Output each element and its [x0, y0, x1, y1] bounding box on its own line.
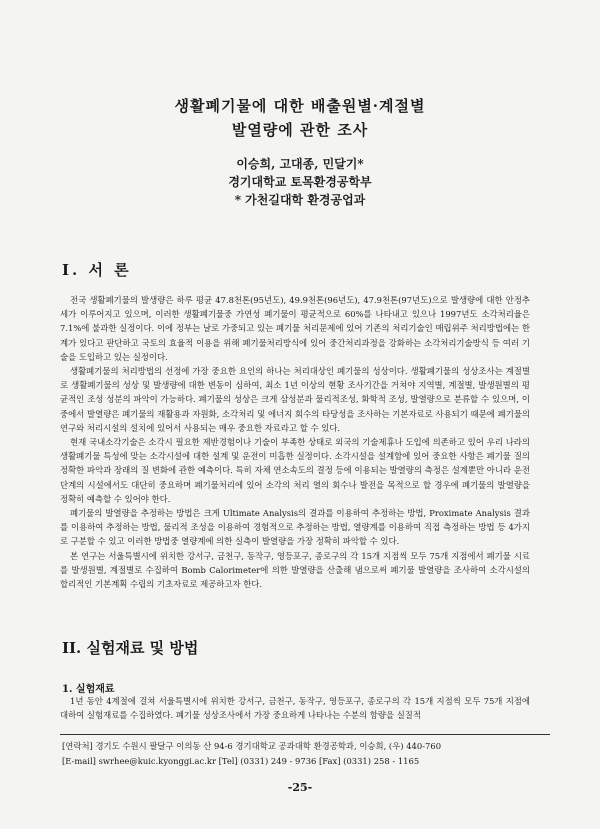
- introduction-body: [60, 293, 530, 591]
- page-number: -25-: [287, 781, 313, 794]
- footnote-contact-details: [E-mail] swrhee@kuic.kyonggi.ac.kr [Tel] (0331) 249 - 9736 [Fax] (0331) 258 - 1165: [62, 756, 420, 766]
- intro-paragraph-1: 전국 생활폐기물의 발생량은 하루 평균 47.8천톤(95년도), 49.9천톤(96년도), 47.9천톤(97년도)으로 발생량에 대한 안정추세가 이루어지고 있으며, 이러한 생활폐기물중 가연성 폐기물이 평균적으로 60%를 나타내고 있으나 1997년도 소각처리율은 7.1%에 불과한 실정이다. 이에 정부는 날로 가중되고 있는 폐기물 처리문제에 있어 기존의 처리기술인 매립위주 처리방법에는 한계가 있다고 판단하고 국토의 효율적 이용을 위해 폐기물처리방식에 있어 중간처리과정을 강화하는 소각처리기술방식 등 여러 기술을 도입하고 있는 실정이다.: [60, 295, 530, 362]
- paper-title-line2: 발열량에 관한 조사: [231, 121, 369, 139]
- affiliation-primary: 경기대학교 토목환경공학부: [228, 175, 372, 189]
- paper-title-line1: 생활폐기물에 대한 배출원별·계절별: [174, 97, 426, 115]
- affiliation-secondary: * 가천길대학 환경공업과: [234, 193, 366, 207]
- footnote-contact-address: [연락처] 경기도 수원시 팔달구 이의동 산 94-6 경기대학교 공과대학 환경공학과, 이승희, (우) 440-760: [62, 741, 442, 751]
- materials-paragraph: 1년 동안 4계절에 걸쳐 서울특별시에 위치한 강서구, 금천구, 동작구, 영등포구, 종로구의 각 15개 지점씩 모두 75개 지점에 대하여 실험재료를 수집하였다. 폐기물 성상조사에서 가장 중요하게 나타나는 수분의 함량을 실질적: [60, 696, 530, 721]
- subsection-heading-materials: 1. 실험재료: [62, 684, 115, 695]
- footnote-divider: [60, 734, 550, 735]
- section-heading-introduction: I. 서 론: [62, 261, 132, 279]
- materials-body: [60, 694, 530, 722]
- author-list: 이승희, 고대종, 민달기*: [236, 157, 364, 171]
- intro-paragraph-2: 생활폐기물의 처리방법의 선정에 가장 중요한 요인의 하나는 처리대상인 폐기물의 성상이다. 생활폐기물의 성상조사는 계절별로 생활폐기물의 성상 및 발생량에 대한 변동이 심하여, 최소 1년 이상의 현황 조사기간을 거쳐야 지역별, 계절별, 발생원별의 평균적인 조성 성분의 파악이 가능하다. 폐기물의 성상은 크게 삼성분과 물리적조성, 화학적 조성, 발열량으로 분류할 수 있으며, 이 중에서 발열량은 폐기물의 재활용과 자원화, 소각처리 및 에너지 회수의 타당성을 조사하는 기본자료로 사용되기 때문에 폐기물의 연구와 처리시설의 설치에 있어서 사용되는 매우 중요한 자료라고 할 수 있다.: [60, 366, 530, 433]
- section-heading-methods: II. 실험재료 및 방법: [62, 639, 199, 657]
- intro-paragraph-4: 폐기물의 발열량을 추정하는 방법은 크게 Ultimate Analysis의 결과를 이용하여 추정하는 방법, Proximate Analysis 결과를 이용하여 추정하는 방법, 물리적 조성을 이용하여 경험적으로 추정하는 방법, 열량계를 이용하여 직접 측정하는 방법 등 4가지로 구분할 수 있고 이러한 방법중 열량계에 의한 실측이 발열량을 가장 정확히 파악할 수 있다.: [60, 508, 530, 547]
- intro-paragraph-3: 현재 국내소각기술은 소각시 필요한 제반경험이나 기술이 부족한 상태로 외국의 기술제휴나 도입에 의존하고 있어 우리 나라의 생활폐기물 특성에 맞는 소각시설에 대한 설계 및 운전이 미흡한 실정이다. 소각시설을 설계함에 있어 중요한 사항은 폐기물 질의 정확한 파악과 장래의 질 변화에 관한 예측이다. 특히 자체 연소속도의 결정 등에 이용되는 발열량의 측정은 설계뿐만 아니라 운전단계의 시설에서도 대단히 중요하며 폐기물처리에 있어 소각의 처리 열의 회수나 발전을 목적으로 할 경우에 폐기물의 발열량을 정확히 예측할 수 있어야 한다.: [60, 437, 530, 504]
- intro-paragraph-5: 본 연구는 서울특별시에 위치한 강서구, 금천구, 동작구, 영등포구, 종로구의 각 15개 지점씩 모두 75개 지점에서 폐기물 시료를 발생원별, 계절별로 수집하여 Bomb Calorimeter에 의한 발열량을 산출해 냄으로써 폐기물 발열량을 조사하여 소각시설의 합리적인 기본계획 수립의 기초자료로 제공하고자 한다.: [60, 550, 530, 590]
